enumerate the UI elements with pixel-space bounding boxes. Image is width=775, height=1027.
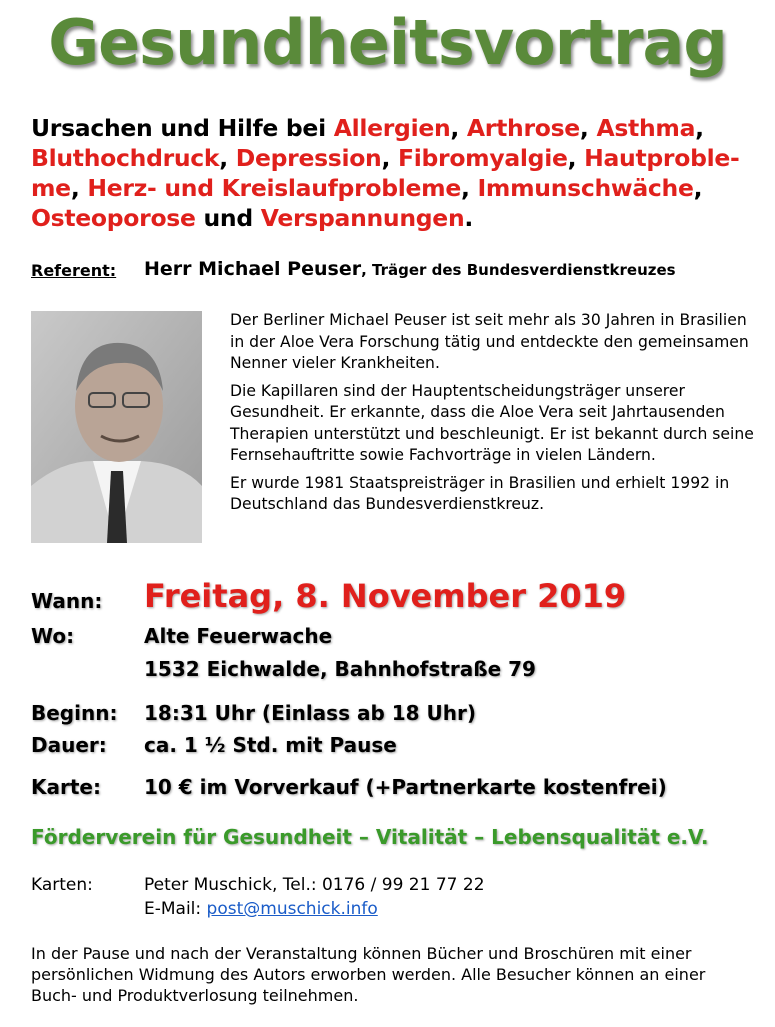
venue-address: 1532 Eichwalde, Bahnhofstraße 79 — [144, 657, 536, 681]
wo-label: Wo: — [31, 624, 75, 648]
wann-label: Wann: — [31, 589, 103, 613]
topic-hautprobleme-1: Hautproble- — [584, 144, 740, 172]
referent-label: Referent: — [31, 261, 117, 280]
topic-fibromyalgie: Fibromyalgie — [398, 144, 568, 172]
karte-value: 10 € im Vorverkauf (+Partnerkarte kostenfrei) — [144, 775, 667, 799]
bio-paragraph-3: Er wurde 1981 Staatspreisträger in Brasilien und erhielt 1992 in Deutschland das Bundesverdienstkreuz. — [230, 473, 730, 513]
topic-immunschwaeche: Immunschwäche — [477, 174, 694, 202]
topic-depression: Depression — [235, 144, 382, 172]
topics-paragraph: Ursachen und Hilfe bei Allergien, Arthrose, Asthma, Bluthochdruck, Depression, Fibromyalgie, Hautproble- me, Herz- und Kreislaufprobleme, Immunschwäche, Osteoporose und Verspannungen. — [31, 114, 740, 232]
dauer-value: ca. 1 ½ Std. mit Pause — [144, 733, 397, 757]
topic-bluthochdruck: Bluthochdruck — [31, 144, 220, 172]
speaker-photo — [31, 311, 202, 543]
venue-name: Alte Feuerwache — [144, 624, 333, 648]
speaker-bio — [230, 310, 755, 522]
contact-email-row — [144, 899, 378, 919]
topic-allergien: Allergien — [333, 114, 451, 142]
bio-paragraph-2: Die Kapillaren sind der Hauptentscheidungsträger unserer Gesundheit. Er erkannte, dass die Aloe Vera seit Jahrtausenden Therapien unterstützt und beschleunigt. Er ist bekannt durch seine Fernsehauftritte sowie Fachvorträge in vielen Ländern. — [230, 381, 754, 464]
topics-und: und — [195, 204, 261, 232]
organization-name: Förderverein für Gesundheit – Vitalität – Lebensqualität e.V. — [31, 825, 709, 849]
topic-osteoporose: Osteoporose — [31, 204, 196, 232]
page-title: Gesundheitsvortrag — [48, 6, 727, 79]
topic-asthma: Asthma — [596, 114, 696, 142]
referent-title: , Träger des Bundesverdienstkreuzes — [361, 261, 676, 279]
topics-intro: Ursachen und Hilfe bei — [31, 114, 334, 142]
event-date: Freitag, 8. November 2019 — [144, 577, 627, 615]
dauer-label: Dauer: — [31, 733, 107, 757]
karte-label: Karte: — [31, 775, 101, 799]
referent-name — [144, 258, 676, 280]
email-link[interactable]: post@muschick.info — [206, 899, 378, 919]
email-label: E-Mail: — [144, 899, 207, 919]
topic-herz: Herz- und Kreislaufprobleme — [87, 174, 461, 202]
topic-arthrose: Arthrose — [466, 114, 580, 142]
contact-phone: Peter Muschick, Tel.: 0176 / 99 21 77 22 — [144, 875, 485, 895]
referent-name-text: Herr Michael Peuser — [144, 258, 362, 280]
topics-period: . — [464, 204, 474, 232]
beginn-label: Beginn: — [31, 701, 118, 725]
beginn-value: 18:31 Uhr (Einlass ab 18 Uhr) — [144, 701, 477, 725]
topic-verspannungen: Verspannungen — [260, 204, 465, 232]
topic-hautprobleme-2: me — [31, 174, 71, 202]
contact-label: Karten: — [31, 875, 93, 895]
footer-note: In der Pause und nach der Veranstaltung können Bücher und Broschüren mit einer persönlichen Widmung des Autors erworben werden. Alle Besucher können an einer Buch- und Produktverlosung teilnehmen. — [31, 944, 706, 1005]
bio-paragraph-1: Der Berliner Michael Peuser ist seit mehr als 30 Jahren in Brasilien in der Aloe Vera Forschung tätig und entdeckte den gemeinsamen Nenner vieler Krankheiten. — [230, 311, 749, 372]
